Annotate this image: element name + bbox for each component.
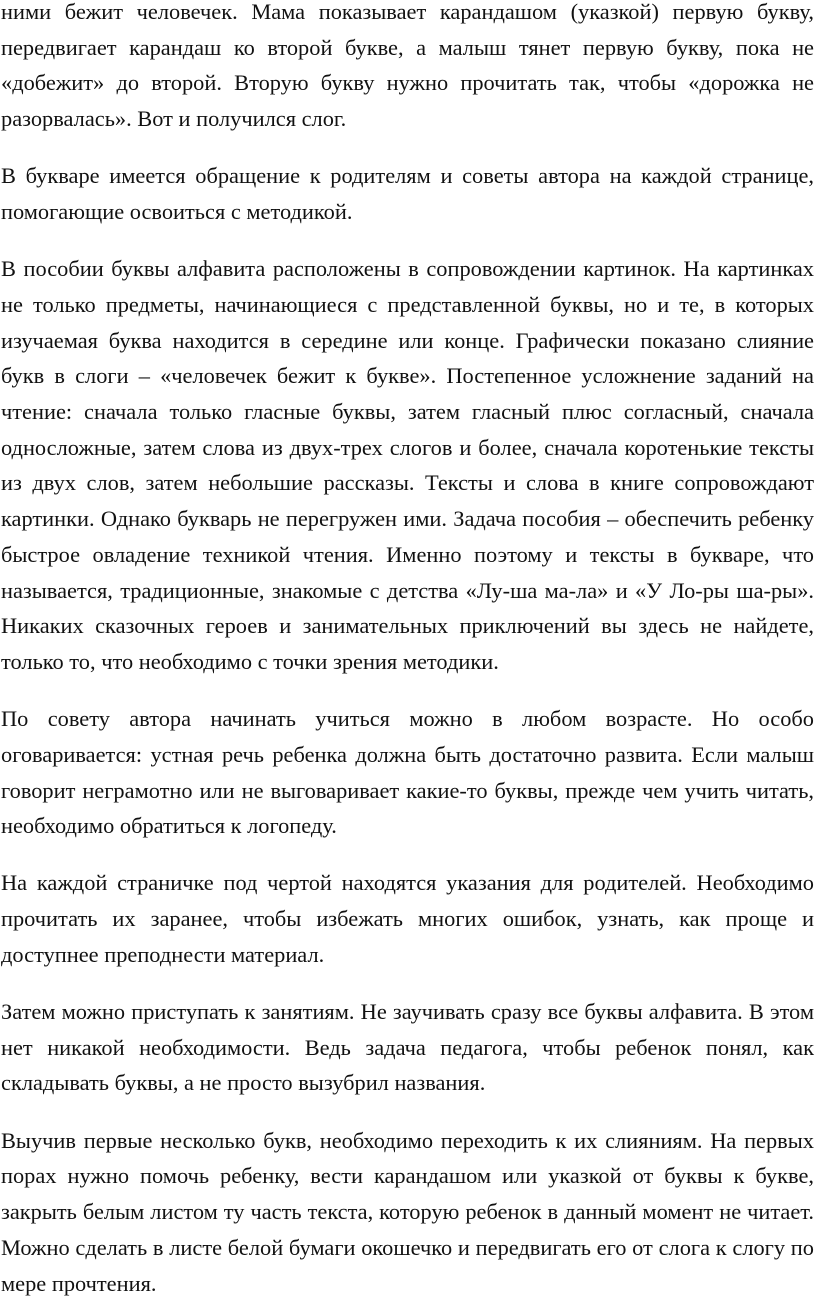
paragraph-3: В пособии буквы алфавита расположены в сопровождении картинок. На картинках не только предметы, начинающиеся с представленной буквы, но и те, в которых изучаемая буква находится в середине или конце. Графически показано слияние букв в слоги – «человечек бежит к букве». Постепенное усложнение заданий на чтение: сначала только гласные буквы, затем гласный плюс согласный, сначала односложные, затем слова из двух-трех слогов и более, сначала коротенькие тексты из двух слов, затем небольшие рассказы. Тексты и слова в книге сопровождают картинки. Однако букварь не перегружен ими. Задача пособия – обеспечить ребенку быстрое овладение техникой чтения. Именно поэтому и тексты в букваре, что называется, традиционные, знакомые с детства «Лу-ша ма-ла» и «У Ло-ры ша-ры». Никаких сказочных героев и занимательных приключений вы здесь не найдете, только то, что необходимо с точки зрения методики.: [1, 256, 814, 674]
paragraph-7: Выучив первые несколько букв, необходимо переходить к их слияниям. На первых порах нужно помочь ребенку, вести карандашом или указкой от буквы к букве, закрыть белым листом ту часть текста, которую ребенок в данный момент не читает. Можно сделать в листе белой бумаги окошечко и передвигать его от слога к слогу по мере прочтения.: [1, 1127, 814, 1296]
paragraph-4: По совету автора начинать учиться можно в любом возрасте. Но особо оговаривается: устная речь ребенка должна быть достаточно развита. Если малыш говорит неграмотно или не выговаривает какие-то буквы, прежде чем учить читать, необходимо обратиться к логопеду.: [1, 706, 814, 839]
paragraph-5: На каждой страничке под чертой находятся указания для родителей. Необходимо прочитать их заранее, чтобы избежать многих ошибок, узнать, как проще и доступнее преподнести материал.: [1, 870, 814, 967]
paragraph-6: Затем можно приступать к занятиям. Не заучивать сразу все буквы алфавита. В этом нет никакой необходимости. Ведь задача педагога, чтобы ребенок понял, как складывать буквы, а не просто вызубрил названия.: [1, 999, 814, 1096]
paragraph-2: В букваре имеется обращение к родителям и советы автора на каждой странице, помогающие освоиться с методикой.: [1, 163, 814, 225]
paragraph-1: ними бежит человечек. Мама показывает карандашом (указкой) первую букву, передвигает карандаш ко второй букве, а малыш тянет первую букву, пока не «добежит» до второй. Вторую букву нужно прочитать так, чтобы «дорожка не разорвалась». Вот и получился слог.: [1, 0, 814, 132]
